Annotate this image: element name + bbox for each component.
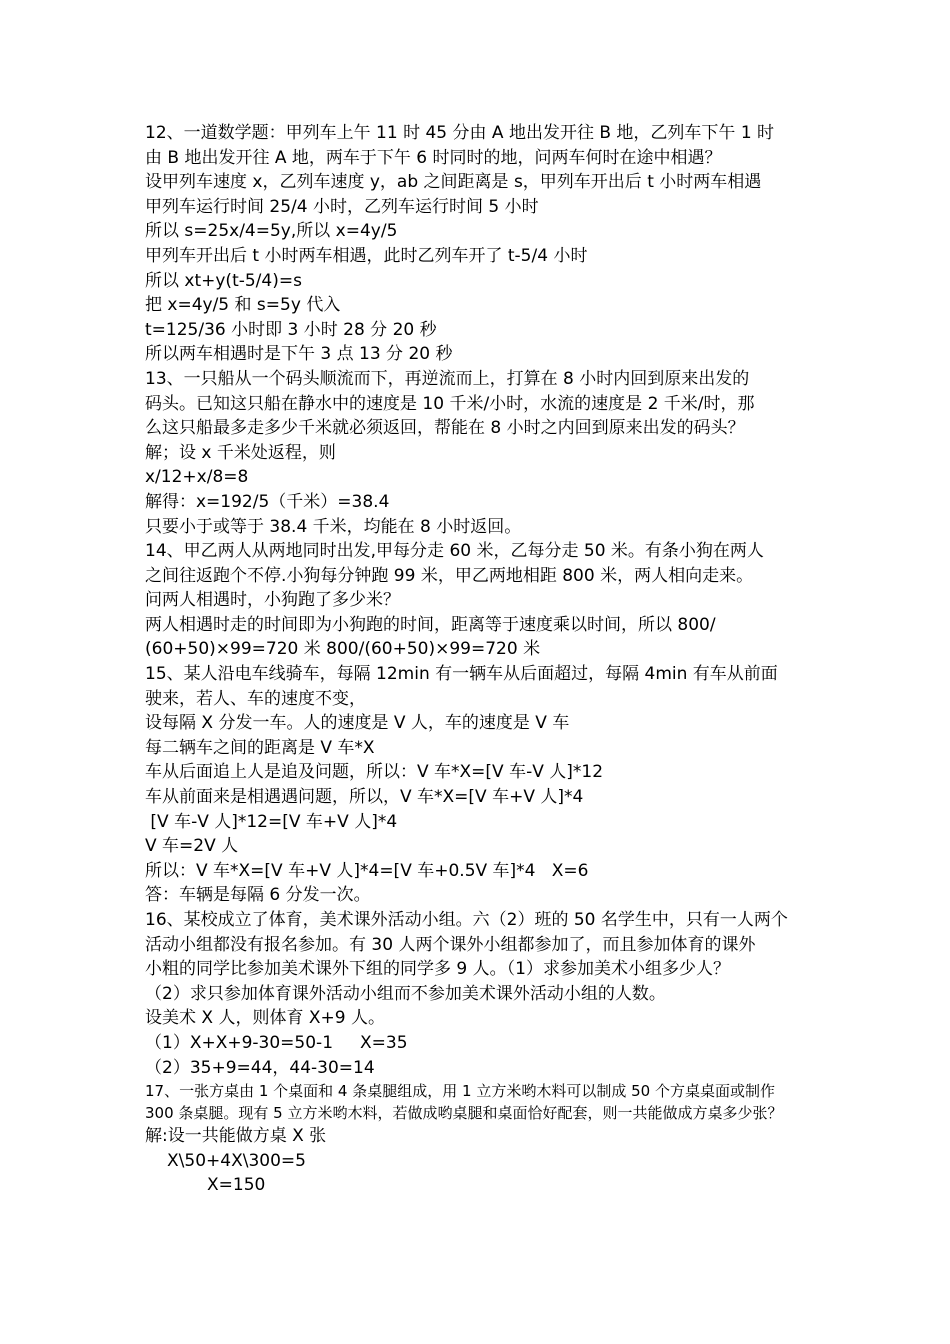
problem-13-line-1: 13、一只船从一个码头顺流而下，再逆流而上，打算在 8 小时内回到原来出发的 xyxy=(145,368,750,389)
problem-14-line-3: 问两人相遇时，小狗跑了多少米？ xyxy=(145,590,400,611)
problem-17-solution-line-3: X=150 xyxy=(207,1175,266,1196)
problem-15-line-1: 15、某人沿电车线骑车，每隔 12min 有一辆车从后面超过，每隔 4min 有车从前面 xyxy=(145,664,778,685)
problem-12-solution-line-3: 所以 s=25x/4=5y,所以 x=4y/5 xyxy=(145,221,398,242)
problem-13-line-2: 码头。已知这只船在静水中的速度是 10 千米/小时，水流的速度是 2 千米/时，那 xyxy=(145,393,755,414)
problem-14-solution-line-1: 两人相遇时走的时间即为小狗跑的时间，距离等于速度乘以时间，所以 800/ xyxy=(145,614,716,635)
problem-12-solution-line-1: 设甲列车速度 x，乙列车速度 y，ab 之间距离是 s，甲列车开出后 t 小时两车相遇 xyxy=(145,172,762,193)
problem-12-answer: 所以两车相遇时是下午 3 点 13 分 20 秒 xyxy=(145,344,453,365)
problem-16-line-1: 16、某校成立了体育，美术课外活动小组。六（2）班的 50 名学生中，只有一人两个 xyxy=(145,910,788,930)
problem-13-answer: 只要小于或等于 38.4 千米，均能在 8 小时返回。 xyxy=(145,516,522,537)
problem-13-solution-line-2: x/12+x/8=8 xyxy=(145,467,249,488)
problem-15-solution-line-1: 设每隔 X 分发一车。人的速度是 V 人，车的速度是 V 车 xyxy=(145,713,570,734)
problem-12-solution-line-6: 把 x=4y/5 和 s=5y 代入 xyxy=(145,295,341,316)
problem-15-solution-line-5: [V 车-V 人]*12=[V 车+V 人]*4 xyxy=(145,811,398,832)
problem-15-solution-line-6: V 车=2V 人 xyxy=(145,836,239,857)
problem-15-solution-line-7: 所以：V 车*X=[V 车+V 人]*4=[V 车+0.5V 车]*4 X=6 xyxy=(145,860,589,881)
problem-15-line-2: 驶来，若人、车的速度不变， xyxy=(145,688,366,709)
problem-16-solution-line-1: 设美术 X 人，则体育 X+9 人。 xyxy=(145,1008,385,1029)
problem-16-line-4: （2）求只参加体育课外活动小组而不参加美术课外活动小组的人数。 xyxy=(145,983,666,1004)
problem-15-answer: 答：车辆是每隔 6 分发一次。 xyxy=(145,885,371,906)
problem-13-solution-line-3: 解得：x=192/5（千米）=38.4 xyxy=(145,491,390,512)
problem-17-solution-line-1: 解:设一共能做方桌 X 张 xyxy=(145,1126,327,1147)
problem-14-line-1: 14、甲乙两人从两地同时出发,甲每分走 60 米，乙每分走 50 米。有条小狗在两人 xyxy=(145,541,764,562)
problem-16-solution-line-2: （1）X+X+9-30=50-1 X=35 xyxy=(145,1032,408,1053)
problem-12-solution-line-4: 甲列车开出后 t 小时两车相遇，此时乙列车开了 t-5/4 小时 xyxy=(145,245,588,266)
problem-16-solution-line-3: （2）35+9=44，44-30=14 xyxy=(145,1057,375,1078)
problem-15-solution-line-4: 车从前面来是相遇遇问题，所以，V 车*X=[V 车+V 人]*4 xyxy=(145,787,584,808)
problem-12-line-2: 由 B 地出发开往 A 地，两车于下午 6 时同时的地，问两车何时在途中相遇？ xyxy=(145,147,722,168)
problem-17-solution-line-2: X\50+4X\300=5 xyxy=(167,1150,306,1171)
problem-16-line-2: 活动小组都没有报名参加。有 30 人两个课外小组都参加了，而且参加体育的课外 xyxy=(145,934,756,955)
problem-12-solution-line-5: 所以 xt+y(t-5/4)=s xyxy=(145,270,302,291)
problem-17-line-1: 17、一张方桌由 1 个桌面和 4 条桌腿组成，用 1 立方米哟木料可以制成 50 个方桌桌面或制作 xyxy=(145,1082,775,1101)
problem-14-line-2: 之间往返跑个不停.小狗每分钟跑 99 米，甲乙两地相距 800 米，两人相向走来。 xyxy=(145,565,754,586)
problem-12-line-1: 12、一道数学题：甲列车上午 11 时 45 分由 A 地出发开往 B 地，乙列车下午 1 时 xyxy=(145,123,775,143)
problem-13-line-3: 么这只船最多走多少千米就必须返回，帮能在 8 小时之内回到原来出发的码头？ xyxy=(145,418,745,439)
problem-15-solution-line-3: 车从后面追上人是追及问题，所以：V 车*X=[V 车-V 人]*12 xyxy=(145,762,604,783)
problem-16-line-3: 小粗的同学比参加美术课外下组的同学多 9 人。（1）求参加美术小组多少人？ xyxy=(145,959,730,980)
problem-14-solution-line-2: (60+50)×99=720 米 800/(60+50)×99=720 米 xyxy=(145,639,541,660)
problem-15-solution-line-2: 每二辆车之间的距离是 V 车*X xyxy=(145,737,375,758)
problem-12-solution-line-7: t=125/36 小时即 3 小时 28 分 20 秒 xyxy=(145,319,437,340)
problem-12-solution-line-2: 甲列车运行时间 25/4 小时，乙列车运行时间 5 小时 xyxy=(145,196,539,217)
document-body xyxy=(145,121,815,1198)
problem-13-solution-line-1: 解；设 x 千米处返程，则 xyxy=(145,442,336,463)
problem-17-line-2: 300 条桌腿。现有 5 立方米哟木料，若做成哟桌腿和桌面恰好配套，则一共能做成方桌多少张？ xyxy=(145,1104,783,1123)
